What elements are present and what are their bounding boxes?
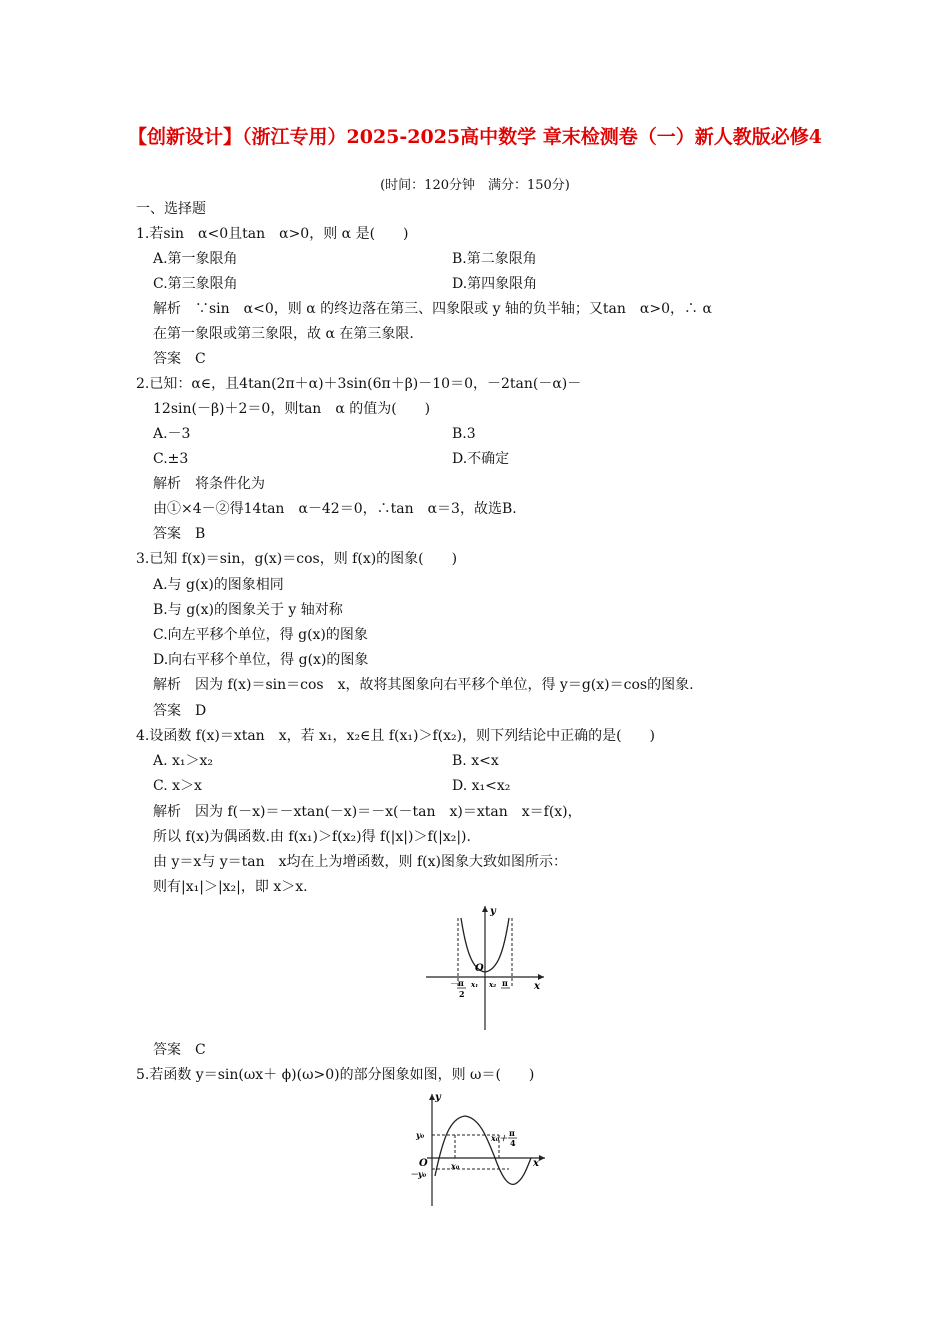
q5-origin-label: O [419, 1158, 428, 1169]
q3-answer: 答案 D [153, 703, 207, 719]
q4-stem: 4.设函数 f(x)＝xtan x，若 x₁，x₂∈且 f(x₁)＞f(x₂)，则下列结论中正确的是( ) [136, 728, 656, 744]
q5-graph-figure [405, 1088, 550, 1208]
q5-x0-label: x₀ [451, 1161, 460, 1171]
q4-pi: π [502, 978, 508, 988]
q2-option-a: A.－3 [153, 426, 191, 442]
q4-neg-pi: π [458, 978, 464, 988]
q5-x0-plus-label: x₀＋ [491, 1133, 508, 1143]
q5-four-label: 4 [510, 1138, 516, 1148]
q5-sine-curve [435, 1116, 531, 1184]
q3-solution: 解析 因为 f(x)＝sin＝cos x，故将其图象向右平移个单位，得 y＝g(x)＝cos的图象. [153, 677, 694, 693]
q3-option-a: A.与 g(x)的图象相同 [153, 577, 284, 593]
q5-pi-label: π [509, 1128, 515, 1138]
q2-stem-line2: 12sin(－β)＋2＝0，则tan α 的值为( ) [153, 401, 431, 417]
q3-stem: 3.已知 f(x)＝sin，g(x)＝cos，则 f(x)的图象( ) [136, 551, 458, 567]
q4-option-d: D. x₁<x₂ [452, 778, 511, 794]
q3-option-c: C.向左平移个单位，得 g(x)的图象 [153, 627, 368, 643]
q3-option-b: B.与 g(x)的图象关于 y 轴对称 [153, 602, 343, 618]
q1-solution-line2: 在第一象限或第三象限，故 α 在第三象限. [153, 326, 414, 342]
q1-option-c: C.第三象限角 [153, 276, 238, 292]
q4-y-arrow [482, 906, 488, 912]
q4-option-b: B. x<x [452, 753, 499, 769]
q4-answer: 答案 C [153, 1042, 206, 1058]
q5-x-label: x [533, 1158, 539, 1169]
q4-solution-line3: 由 y＝x与 y＝tan x均在上为增函数，则 f(x)图象大致如图所示： [153, 854, 567, 870]
section-heading: 一、选择题 [136, 201, 206, 217]
q4-graph-figure [420, 900, 550, 1032]
q2-stem-line1: 2.已知：α∈，且4tan(2π＋α)＋3sin(6π＋β)－10＝0，－2tan(－α)－ [136, 376, 582, 392]
document-title: 【创新设计】（浙江专用）2025-2025高中数学 章末检测卷（一）新人教版必修4 [128, 126, 822, 148]
q2-option-c: C.±3 [153, 451, 189, 467]
q4-neg-sign: － [450, 979, 458, 988]
q2-option-d: D.不确定 [452, 451, 510, 467]
q4-solution-line2: 所以 f(x)为偶函数.由 f(x₁)＞f(x₂)得 f(|x|)＞f(|x₂|). [153, 829, 471, 845]
q5-x-arrow [539, 1155, 545, 1161]
q2-solution-line1: 解析 将条件化为 [153, 476, 265, 492]
q1-solution-line1: 解析 ∵sin α<0，则 α 的终边落在第三、四象限或 y 轴的负半轴；又tan α>0，∴ α [153, 301, 712, 317]
q4-x-label: x [534, 981, 540, 992]
q5-neg-y0-label: －y₀ [410, 1169, 427, 1179]
q4-origin-label: O [475, 963, 484, 974]
q1-option-d: D.第四象限角 [452, 276, 538, 292]
q4-x2-label: x₂ [489, 980, 497, 989]
q4-solution-line4: 则有|x₁|＞|x₂|，即 x＞x. [153, 879, 308, 895]
q4-option-c: C. x＞x [153, 778, 202, 794]
q2-option-b: B.3 [452, 426, 476, 442]
q3-option-d: D.向右平移个单位，得 g(x)的图象 [153, 652, 369, 668]
q4-y-label: y [490, 906, 496, 917]
q4-x-arrow [538, 974, 544, 980]
q5-stem: 5.若函数 y＝sin(ωx＋ ϕ)(ω>0)的部分图象如图，则 ω＝( ) [136, 1067, 535, 1083]
q4-option-a: A. x₁＞x₂ [153, 753, 214, 769]
q2-answer: 答案 B [153, 526, 206, 542]
q1-answer: 答案 C [153, 351, 206, 367]
q5-y-label: y [435, 1092, 441, 1103]
q4-neg-two: 2 [459, 989, 465, 999]
q2-solution-line2: 由①×4－②得14tan α－42＝0，∴tan α＝3，故选B. [153, 501, 517, 517]
q4-x1-label: x₁ [471, 980, 479, 989]
q5-y0-label: y₀ [416, 1130, 425, 1140]
q1-stem: 1.若sin α<0且tan α>0，则 α 是( ) [136, 226, 409, 242]
q4-solution-line1: 解析 因为 f(－x)＝－xtan(－x)＝－x(－tan x)＝xtan x＝f(x)， [153, 804, 582, 820]
q1-option-a: A.第一象限角 [153, 251, 238, 267]
q1-option-b: B.第二象限角 [452, 251, 537, 267]
exam-time-info: (时间：120分钟 满分：150分) [380, 178, 570, 193]
